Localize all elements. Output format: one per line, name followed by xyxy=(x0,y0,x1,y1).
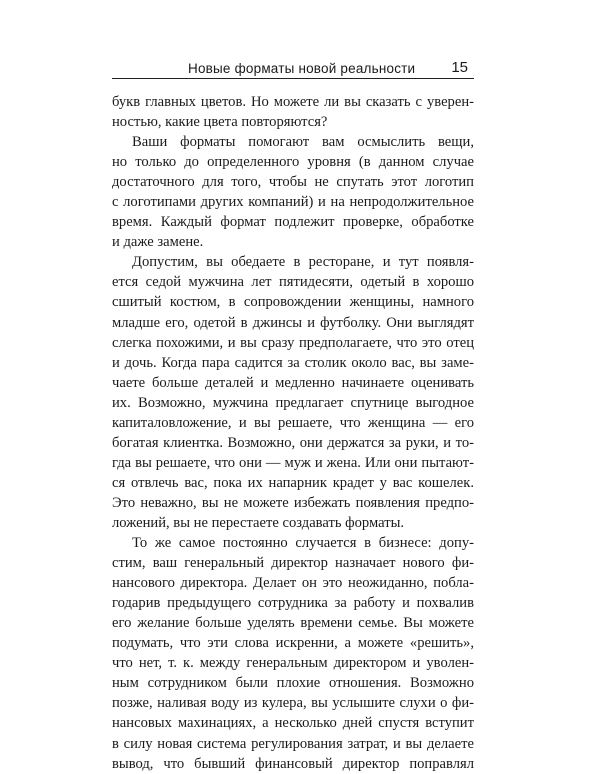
text-line: позже, наливая воду из кулера, вы услышите слухи о фи- xyxy=(112,695,474,712)
text-line: богатая клиентка. Возможно, они держатся за руки, и то- xyxy=(112,434,474,451)
text-line: время. Каждый формат подлежит проверке, обработке xyxy=(112,214,474,231)
text-line: Это неважно, вы не можете избежать появления предпо- xyxy=(112,494,474,511)
chapter-title: Новые форматы новой реальности xyxy=(188,61,416,76)
text-line: но только до определенного уровня (в данном случае xyxy=(112,154,474,171)
text-line: нансовых махинациях, а несколько дней спустя вступит xyxy=(112,715,474,732)
text-line: капиталовложение, и вы решаете, что женщина — его xyxy=(112,414,474,431)
text-line: То же самое постоянно случается в бизнесе: допу- xyxy=(132,535,474,552)
text-line: его желание больше уделять времени семье. Вы можете xyxy=(112,615,474,632)
text-line: и дочь. Когда пара садится за столик около вас, вы заме- xyxy=(112,354,474,371)
text-line: младше его, одетой в джинсы и футболку. Они выглядят xyxy=(112,314,474,331)
text-line: ся отвлечь вас, пока их напарник крадет у вас кошелек. xyxy=(112,474,474,491)
text-line: что нет, т. к. между генеральным директором и уволен- xyxy=(112,655,474,672)
text-line: ностью, какие цвета повторяются? xyxy=(112,114,328,131)
text-line: чаете больше деталей и медленно начинаете оценивать xyxy=(112,374,474,391)
text-line: их. Возможно, мужчина предлагает спутнице выгодное xyxy=(112,394,474,411)
text-line: слегка похожими, и вы сразу предполагаете, что это отец xyxy=(112,334,474,351)
page-number: 15 xyxy=(451,59,468,76)
text-line: нансового директора. Делает он это неожиданно, побла- xyxy=(112,575,474,592)
text-line: вывод, что бывший финансовый директор поправлял xyxy=(112,755,474,772)
text-line: подумать, что эти слова искренни, а можете «решить», xyxy=(112,635,474,652)
text-line: Допустим, вы обедаете в ресторане, и тут появля- xyxy=(132,254,474,271)
text-line: стим, ваш генеральный директор назначает нового фи- xyxy=(112,555,474,572)
text-line: букв главных цветов. Но можете ли вы сказать с уверен- xyxy=(112,94,474,110)
text-line: в силу новая система регулирования затрат, и вы делаете xyxy=(112,735,474,752)
text-line: годарив предыдущего сотрудника за работу и похвалив xyxy=(112,595,474,612)
text-line: и даже замене. xyxy=(112,234,204,251)
text-line: с логотипами других компаний) и на непродолжительное xyxy=(112,194,474,211)
text-line: сшитый костюм, в сопровождении женщины, намного xyxy=(112,294,474,311)
text-line: гда вы решаете, что они — муж и жена. Или они пытают- xyxy=(112,454,474,471)
text-line: ным сотрудником были плохие отношения. Возможно xyxy=(112,675,474,692)
text-line: Ваши форматы помогают вам осмыслить вещи, xyxy=(132,134,474,151)
text-line: достаточного для того, чтобы не спутать этот логотип xyxy=(112,174,474,191)
body-text xyxy=(112,92,474,774)
text-line: ложений, вы не перестаете создавать форматы. xyxy=(112,514,405,531)
text-line: ется седой мужчина лет пятидесяти, одетый в хорошо xyxy=(112,274,474,291)
running-head xyxy=(112,56,474,79)
